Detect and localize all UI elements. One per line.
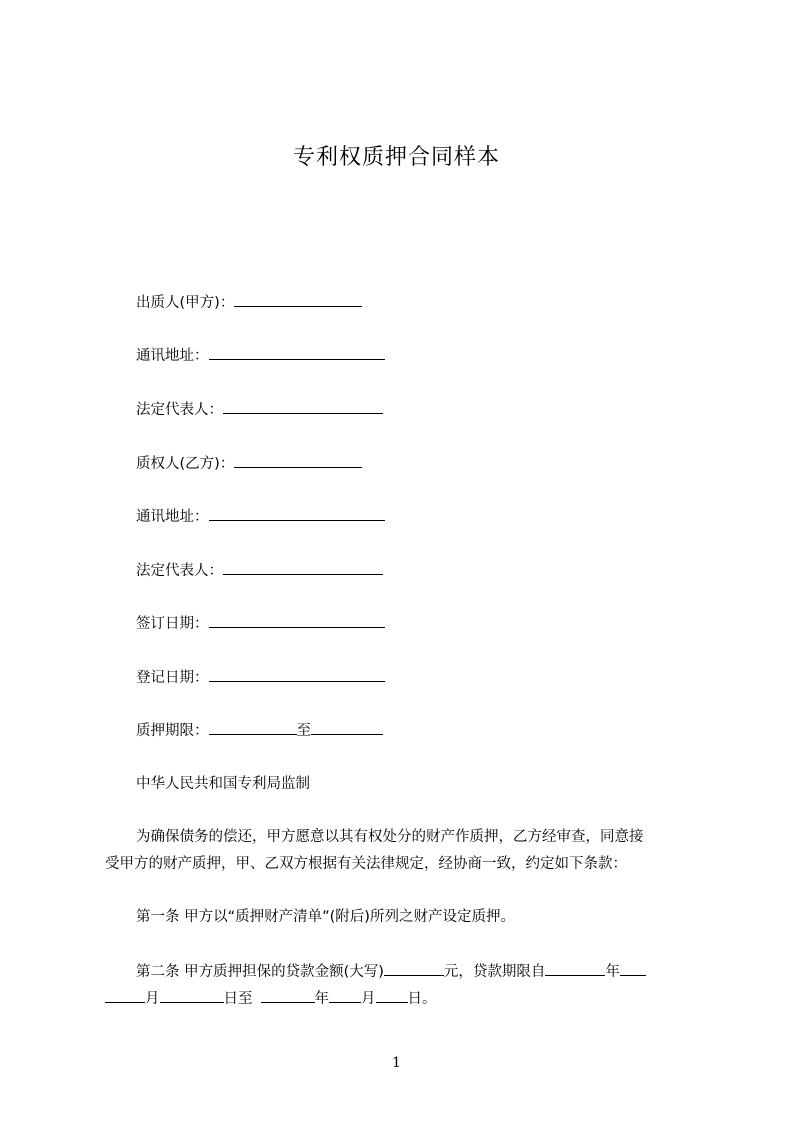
field-label: 法定代表人： <box>136 563 223 579</box>
field-label: 通讯地址： <box>136 348 209 364</box>
fill-blank[interactable] <box>376 988 408 1003</box>
intro-paragraph-line: 为确保债务的偿还，甲方愿意以其有权处分的财产作质押，乙方经审查，同意接 <box>136 829 644 845</box>
field-label: 签订日期： <box>136 616 209 632</box>
field-label: 法定代表人： <box>136 402 223 418</box>
fill-blank[interactable] <box>223 399 383 414</box>
field-label: 登记日期： <box>136 670 209 686</box>
field-pledgee-representative <box>136 560 383 581</box>
fill-blank[interactable] <box>223 560 383 575</box>
field-pledgee-address <box>136 506 385 527</box>
field-label: 质权人(乙方)： <box>136 456 235 472</box>
article-2-text: 年 <box>314 991 329 1007</box>
field-signing-date <box>136 613 385 634</box>
article-2-text: 月 <box>361 991 376 1007</box>
fill-blank[interactable] <box>384 961 444 976</box>
field-pledgor <box>136 292 362 313</box>
page-number: 1 <box>392 1055 401 1071</box>
article-2-text: 年 <box>605 964 620 980</box>
field-pledge-term <box>136 720 383 741</box>
article-2-line <box>105 988 437 1009</box>
article-1: 第一条 甲方以“质押财产清单”(附后)所列之财产设定质押。 <box>136 909 515 925</box>
field-label: 通讯地址： <box>136 509 209 525</box>
field-pledgee <box>136 453 362 474</box>
article-2-text: 第二条 甲方质押担保的贷款金额(大写) <box>136 964 384 980</box>
fill-blank[interactable] <box>209 506 385 521</box>
fill-blank[interactable] <box>160 988 224 1003</box>
article-2-text: 月 <box>145 991 160 1007</box>
article-2-text: 日。 <box>407 991 437 1007</box>
fill-blank[interactable] <box>105 988 145 1003</box>
fill-blank[interactable] <box>329 988 361 1003</box>
fill-blank[interactable] <box>234 292 362 307</box>
article-2-text: 日至 <box>223 991 253 1007</box>
fill-blank[interactable] <box>620 961 646 976</box>
fill-blank[interactable] <box>209 667 385 682</box>
article-2-text: 元，贷款期限自 <box>443 964 546 980</box>
field-pledgor-address <box>136 345 385 366</box>
fill-blank[interactable] <box>209 720 297 735</box>
intro-paragraph-line: 受甲方的财产质押，甲、乙双方根据有关法律规定，经协商一致，约定如下条款： <box>105 856 627 872</box>
term-separator: 至 <box>296 723 311 739</box>
document-title: 专利权质押合同样本 <box>292 145 500 170</box>
fill-blank[interactable] <box>209 613 385 628</box>
supervision-note: 中华人民共和国专利局监制 <box>136 776 310 792</box>
field-registration-date <box>136 667 385 688</box>
field-label: 出质人(甲方)： <box>136 295 235 311</box>
fill-blank[interactable] <box>311 720 383 735</box>
fill-blank[interactable] <box>545 961 605 976</box>
fill-blank[interactable] <box>234 453 362 468</box>
field-label: 质押期限： <box>136 723 209 739</box>
fill-blank[interactable] <box>209 345 385 360</box>
fill-blank[interactable] <box>261 988 315 1003</box>
article-2-line <box>136 961 646 982</box>
field-pledgor-representative <box>136 399 383 420</box>
